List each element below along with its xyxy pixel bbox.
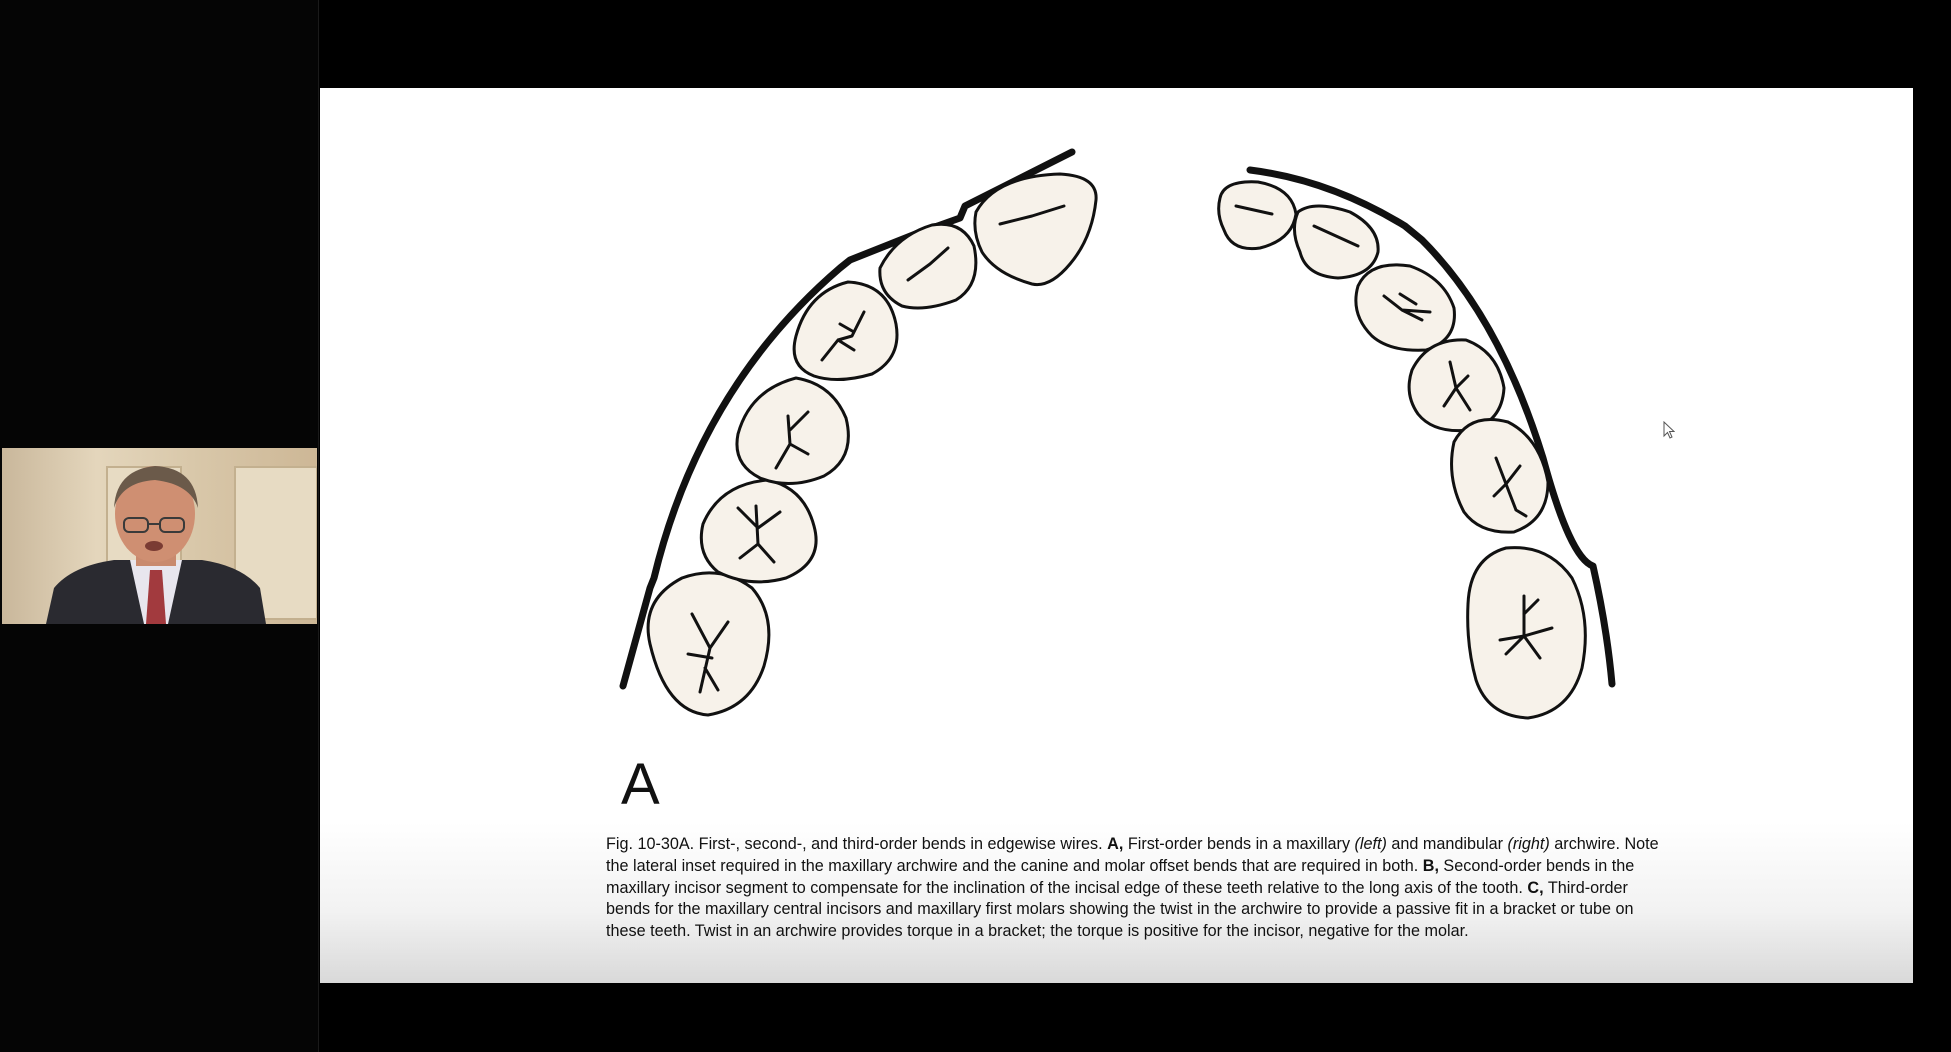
caption-text: First-order bends in a maxillary	[1123, 835, 1355, 853]
tooth-mandibular-molar	[1468, 548, 1586, 718]
caption-italic: (left)	[1354, 835, 1387, 853]
caption-text: and mandibular	[1386, 835, 1508, 853]
caption-text: Fig. 10-30A. First-, second-, and third-order bends in edgewise wires.	[606, 835, 1108, 853]
tooth-maxillary-premolar-1	[737, 378, 848, 484]
mouse-pointer-icon	[1663, 421, 1675, 439]
caption-label-b: B,	[1422, 856, 1439, 875]
presenter-video-tile[interactable]	[2, 448, 317, 624]
caption-label-a: A,	[1107, 835, 1124, 853]
presenter-figure	[2, 448, 317, 624]
caption-text: archwire. Note the lateral inset required in the maxillary archwire and the canine and molar offset bends that are required in both.	[606, 835, 1659, 875]
tooth-mandibular-canine	[1356, 265, 1455, 350]
caption-label-c: C,	[1527, 878, 1544, 897]
caption-text: Second-order bends in the maxillary incisor segment to compensate for the inclination of the incisal edge of these teeth relative to the long axis of the tooth.	[606, 856, 1635, 897]
shared-slide	[320, 88, 1913, 983]
caption-text: Third-order bends for the maxillary central incisors and maxillary first molars showing the twist in the archwire to provide a passive fit in a bracket or tube on these teeth. Twist in an archwire provides torque in a bracket; the torque is positive for the incisor, negative for the molar.	[606, 878, 1634, 941]
panel-label: A	[621, 752, 660, 817]
participants-panel	[0, 0, 319, 1052]
maxillary-teeth	[648, 174, 1096, 715]
caption-italic: (right)	[1507, 835, 1550, 853]
figure-caption	[606, 834, 1666, 943]
tooth-mandibular-incisor-2	[1294, 206, 1378, 278]
mandibular-teeth	[1219, 182, 1586, 718]
tooth-mandibular-incisor-1	[1219, 182, 1296, 249]
